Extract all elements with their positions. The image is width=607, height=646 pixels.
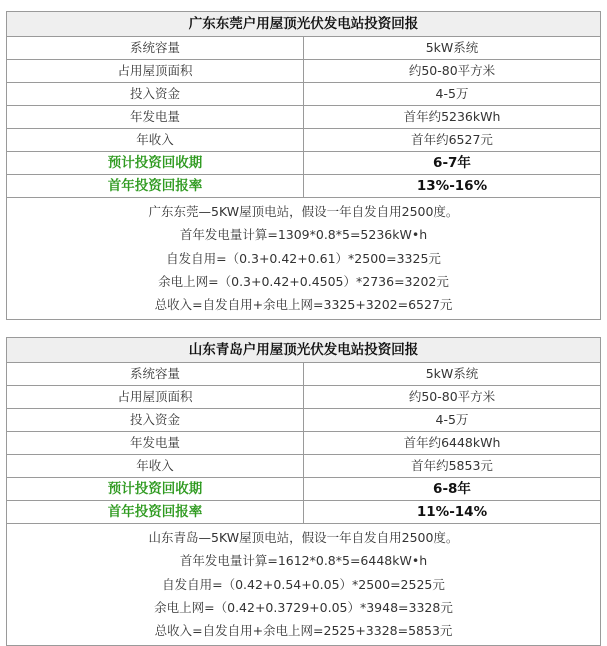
note-line: 首年发电量计算=1309*0.8*5=5236kW•h — [179, 227, 428, 243]
row-value-roof-area: 约50-80平方米 — [304, 60, 601, 83]
report-title: 广东东莞户用屋顶光伏发电站投资回报 — [7, 12, 601, 37]
report-title-row — [7, 338, 601, 363]
row-value-payback-period: 6-7年 — [304, 152, 601, 175]
row-label-roof-area: 占用屋顶面积 — [7, 386, 304, 409]
row-value-annual-generation: 首年约6448kWh — [304, 432, 601, 455]
row-value-annual-income: 首年约6527元 — [304, 129, 601, 152]
row-value-annual-generation: 首年约5236kWh — [304, 106, 601, 129]
note-line: 自发自用=（0.42+0.54+0.05）*2500=2525元 — [162, 576, 445, 592]
table-row — [7, 83, 601, 106]
calculation-notes — [7, 524, 601, 646]
row-label-payback-period: 预计投资回收期 — [7, 152, 304, 175]
row-label-system-capacity: 系统容量 — [7, 37, 304, 60]
note-line: 首年发电量计算=1612*0.8*5=6448kW•h — [179, 553, 428, 569]
row-label-annual-generation: 年发电量 — [7, 432, 304, 455]
row-label-annual-income: 年收入 — [7, 455, 304, 478]
note-line: 自发自用=（0.3+0.42+0.61）*2500=3325元 — [166, 250, 441, 266]
row-label-system-capacity: 系统容量 — [7, 363, 304, 386]
table-row — [7, 129, 601, 152]
note-line: 总收入=自发自用+余电上网=3325+3202=6527元 — [154, 297, 453, 313]
table-row — [7, 37, 601, 60]
row-value-payback-period: 6-8年 — [304, 478, 601, 501]
row-label-annual-generation: 年发电量 — [7, 106, 304, 129]
table-row — [7, 455, 601, 478]
row-value-system-capacity: 5kW系统 — [304, 363, 601, 386]
row-label-return-rate: 首年投资回报率 — [7, 501, 304, 524]
note-line: 山东青岛—5KW屋顶电站，假设一年自发自用2500度。 — [148, 530, 459, 545]
notes-row — [7, 524, 601, 646]
row-value-investment: 4-5万 — [304, 83, 601, 106]
row-label-roof-area: 占用屋顶面积 — [7, 60, 304, 83]
table-row — [7, 60, 601, 83]
table-row-highlight — [7, 501, 601, 524]
table-row-highlight — [7, 478, 601, 501]
row-value-investment: 4-5万 — [304, 409, 601, 432]
note-line: 广东东莞—5KW屋顶电站，假设一年自发自用2500度。 — [148, 204, 459, 219]
table-row-highlight — [7, 175, 601, 198]
investment-report-qingdao — [6, 337, 601, 646]
row-value-system-capacity: 5kW系统 — [304, 37, 601, 60]
row-label-investment: 投入资金 — [7, 83, 304, 106]
notes-row — [7, 198, 601, 320]
note-line: 总收入=自发自用+余电上网=2525+3328=5853元 — [154, 623, 453, 639]
note-line: 余电上网=（0.3+0.42+0.4505）*2736=3202元 — [158, 273, 449, 289]
table-row-highlight — [7, 152, 601, 175]
report-title-row — [7, 12, 601, 37]
row-label-annual-income: 年收入 — [7, 129, 304, 152]
row-label-investment: 投入资金 — [7, 409, 304, 432]
note-line: 余电上网=（0.42+0.3729+0.05）*3948=3328元 — [154, 599, 453, 615]
row-value-annual-income: 首年约5853元 — [304, 455, 601, 478]
report-title: 山东青岛户用屋顶光伏发电站投资回报 — [7, 338, 601, 363]
row-label-return-rate: 首年投资回报率 — [7, 175, 304, 198]
row-value-return-rate: 11%-14% — [304, 501, 601, 524]
table-row — [7, 409, 601, 432]
table-row — [7, 363, 601, 386]
investment-report-dongguan — [6, 11, 601, 320]
table-row — [7, 386, 601, 409]
calculation-notes — [7, 198, 601, 320]
row-value-return-rate: 13%-16% — [304, 175, 601, 198]
table-row — [7, 432, 601, 455]
row-value-roof-area: 约50-80平方米 — [304, 386, 601, 409]
table-row — [7, 106, 601, 129]
row-label-payback-period: 预计投资回收期 — [7, 478, 304, 501]
